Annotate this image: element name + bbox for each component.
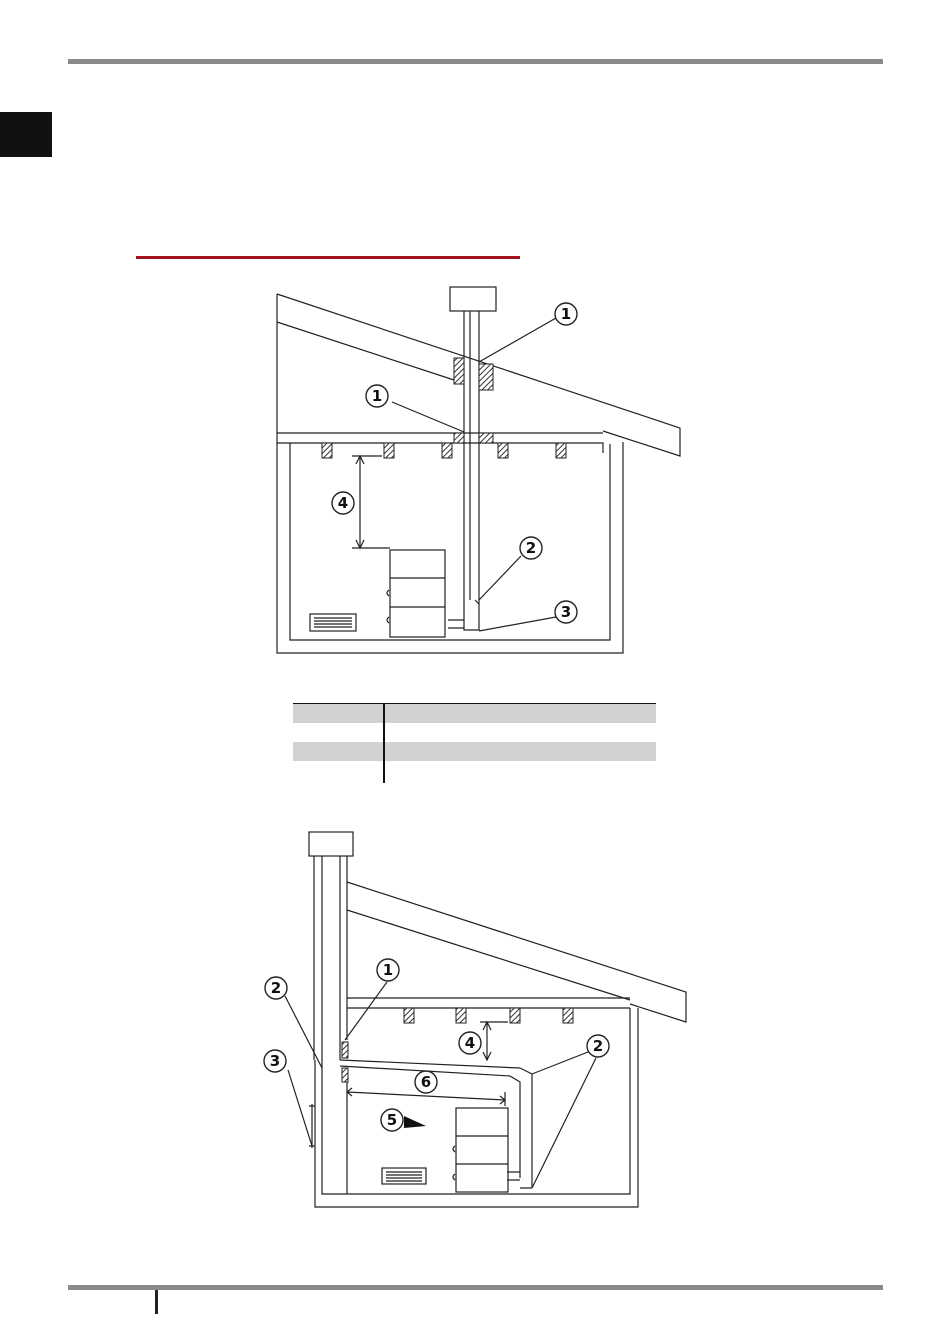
table-row xyxy=(293,723,656,742)
callout-label: 5 xyxy=(386,1111,398,1129)
external-chimney xyxy=(314,856,347,1068)
callout-label: 6 xyxy=(420,1073,432,1091)
ventilation-grille xyxy=(310,614,356,631)
table-row xyxy=(293,742,656,761)
boiler-unit xyxy=(390,550,445,637)
table-row xyxy=(293,704,656,723)
table-row xyxy=(293,761,656,780)
clearance-dimension xyxy=(352,456,390,548)
callout-label: 1 xyxy=(371,387,383,405)
flue-pipe xyxy=(464,311,479,612)
airflow-arrow xyxy=(404,1116,426,1128)
ceiling-sleeve-left xyxy=(454,433,464,443)
elbow-connector xyxy=(448,612,479,630)
figure-2-external-flue-diagram xyxy=(285,832,686,1207)
callout-label: 4 xyxy=(464,1034,476,1052)
callout-label: 4 xyxy=(337,494,349,512)
legend-table xyxy=(293,703,656,780)
callout-label: 1 xyxy=(382,961,394,979)
callout-label: 1 xyxy=(560,305,572,323)
callout-label: 2 xyxy=(592,1037,604,1055)
table-column-divider xyxy=(383,703,385,783)
callout-label: 3 xyxy=(560,603,572,621)
roof-sleeve-left xyxy=(454,358,464,384)
callout-label: 3 xyxy=(269,1052,281,1070)
wall-sleeve xyxy=(342,1042,348,1058)
ceiling-sleeve-right xyxy=(479,433,493,443)
footer-rule xyxy=(68,1285,883,1290)
roof-sleeve-right xyxy=(479,364,493,390)
footer-page-marker xyxy=(155,1290,158,1314)
callout-label: 2 xyxy=(525,539,537,557)
boiler-unit-2 xyxy=(456,1108,508,1192)
chimney-cap xyxy=(450,287,496,311)
callout-label: 2 xyxy=(270,979,282,997)
chimney-cap-2 xyxy=(309,832,353,856)
